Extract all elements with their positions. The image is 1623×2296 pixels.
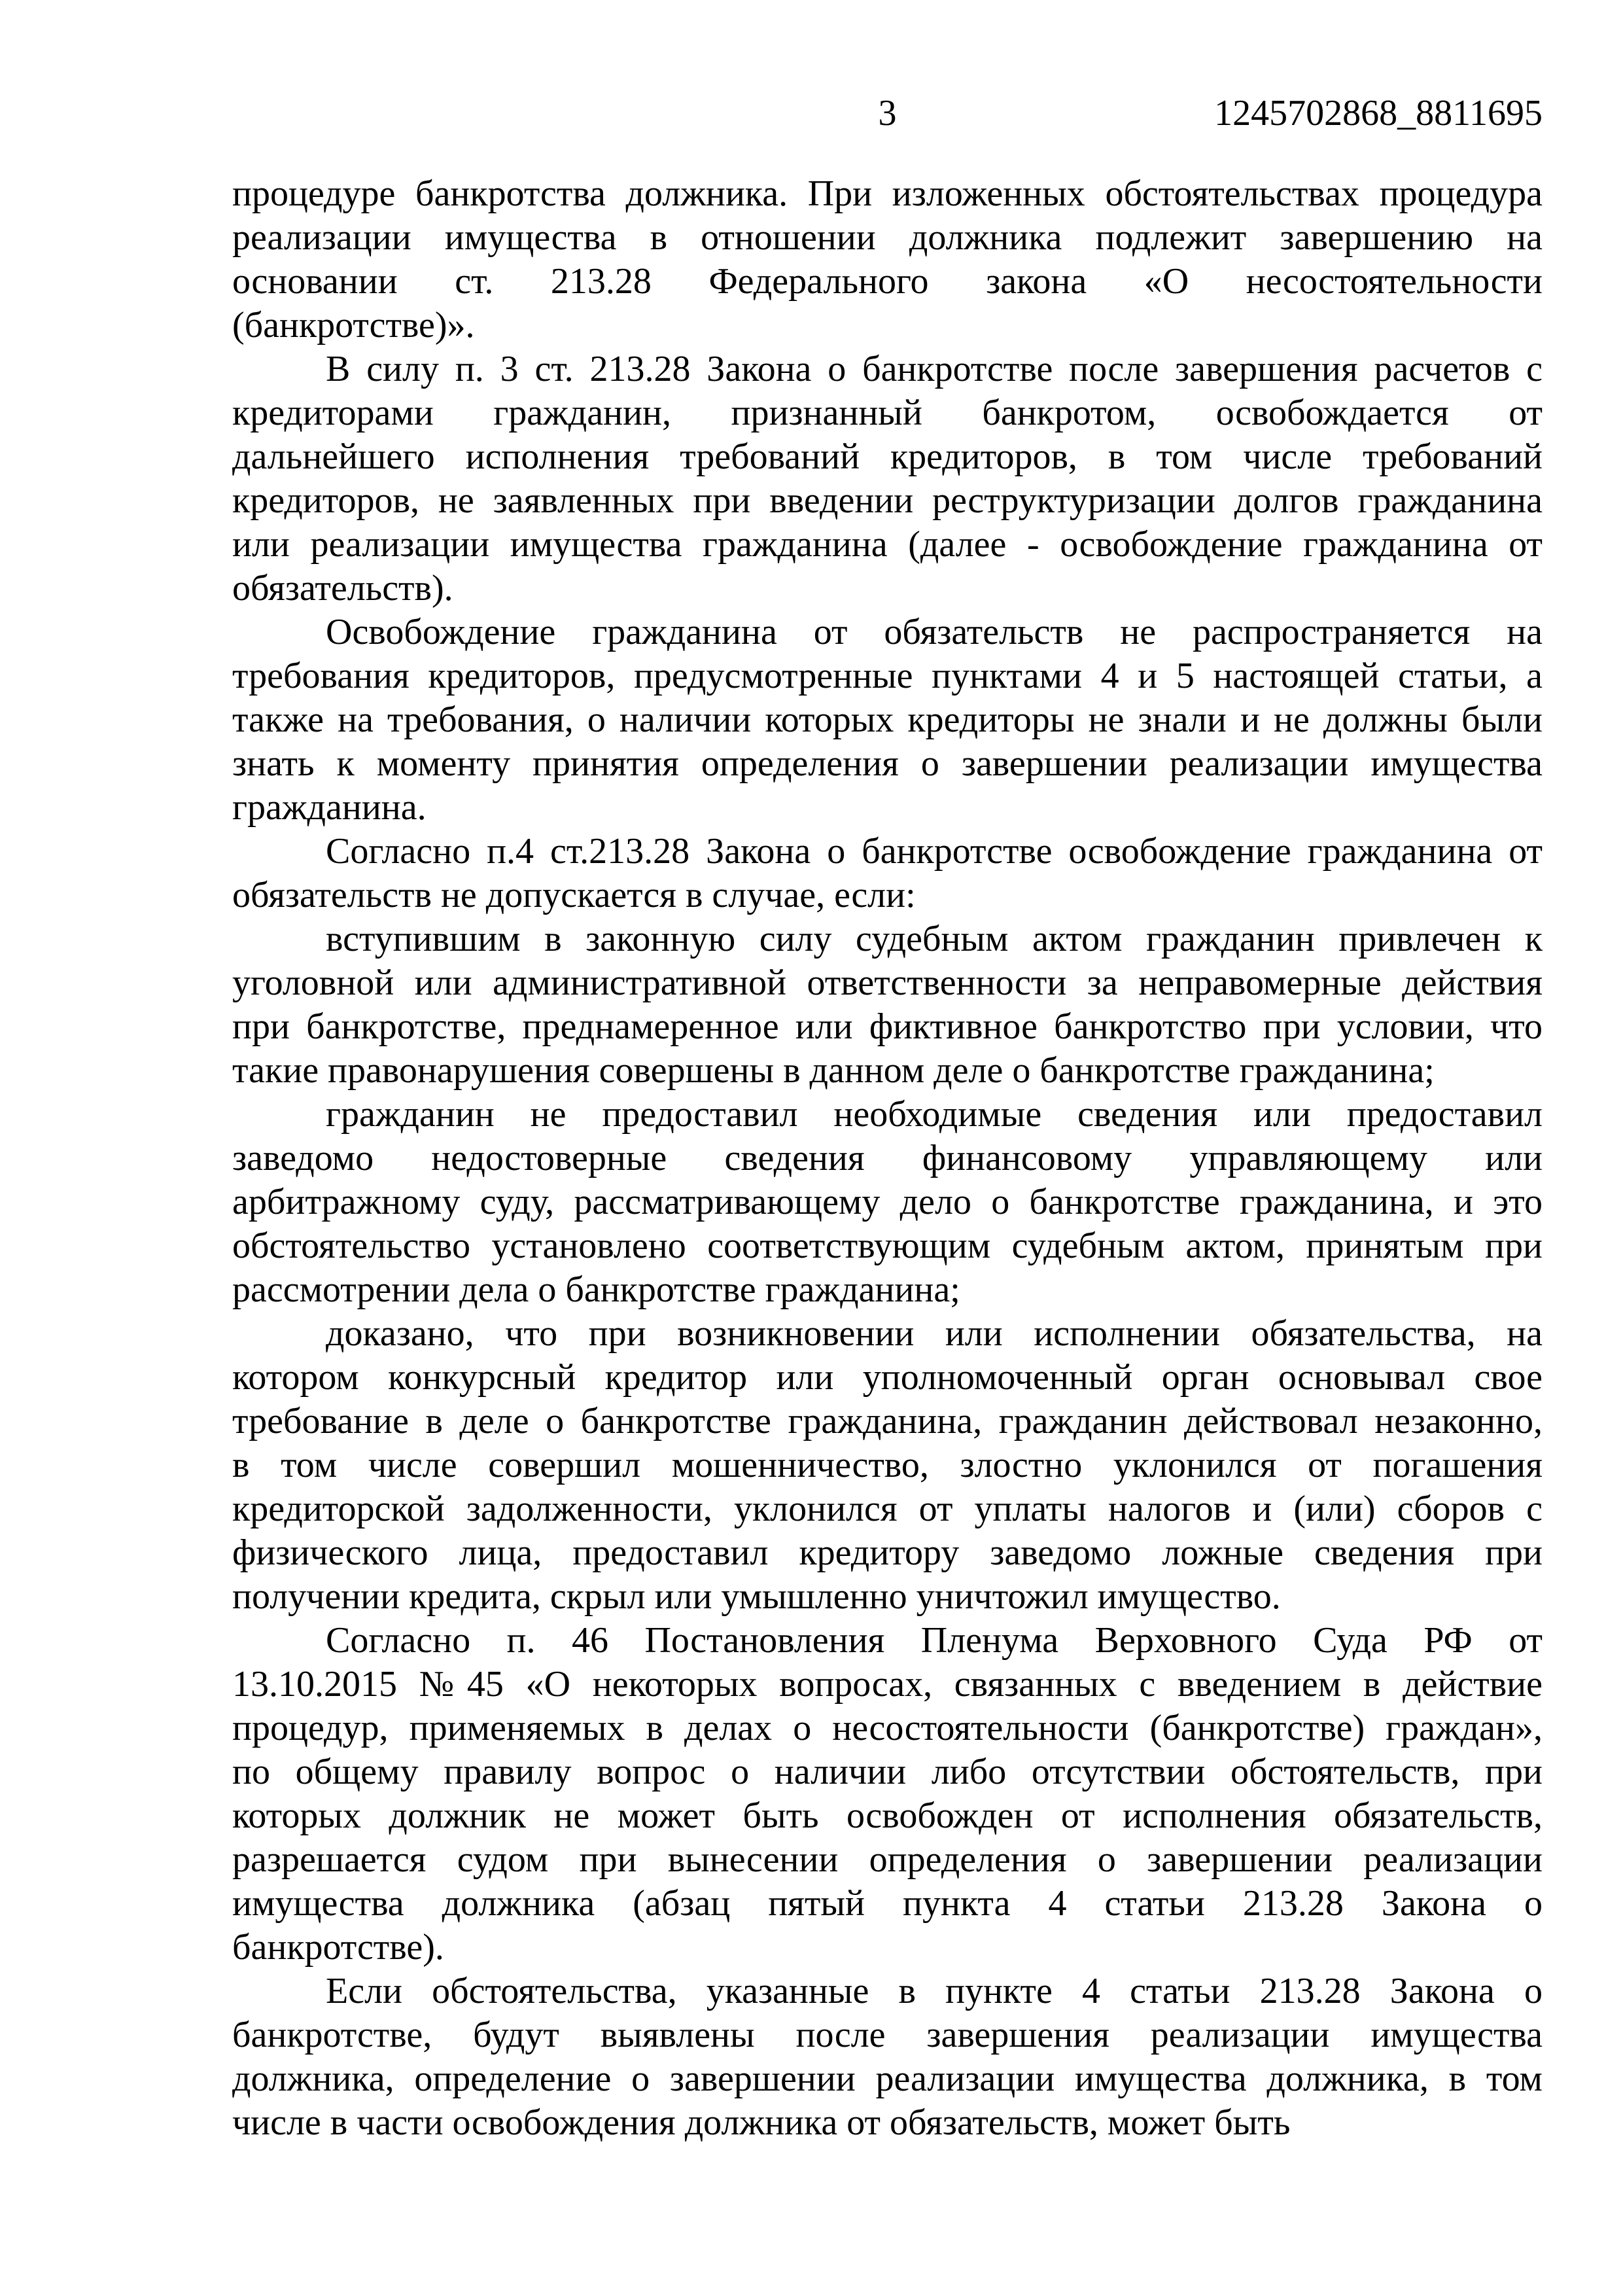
text-line: котором конкурсный кредитор или уполномоченный орган основывал свое [232,1357,1543,1398]
text-line: физического лица, предоставил кредитору заведомо ложные сведения при [232,1532,1543,1573]
page-header [232,92,1543,135]
text-line: такие правонарушения совершены в данном деле о банкротстве гражданина; [232,1050,1435,1091]
text-line: обязательств не допускается в случае, если: [232,875,916,915]
text-line: банкротстве). [232,1927,444,1968]
text-line: требования кредиторов, предусмотренные пунктами 4 и 5 настоящей статьи, а [232,656,1543,696]
text-line: вступившим в законную силу судебным актом гражданин привлечен к [326,919,1543,959]
text-line: получении кредита, скрыл или умышленно уничтожил имущество. [232,1576,1281,1617]
text-line: основании ст. 213.28 Федерального закона «О несостоятельности [232,261,1543,302]
text-line: Согласно п. 46 Постановления Пленума Верховного Суда РФ от [326,1620,1543,1661]
text-line: также на требования, о наличии которых кредиторы не знали и не должны были [232,699,1543,740]
text-line: при банкротстве, преднамеренное или фиктивное банкротство при условии, что [232,1006,1543,1047]
text-line: банкротстве, будут выявлены после завершения реализации имущества [232,2015,1543,2055]
text-line: имущества должника (абзац пятый пункта 4 статьи 213.28 Закона о [232,1883,1543,1924]
text-line: должника, определение о завершении реализации имущества должника, в том [232,2058,1543,2099]
text-line: которых должник не может быть освобожден от исполнения обязательств, [232,1795,1543,1836]
text-line: реализации имущества в отношении должника подлежит завершению на [232,217,1543,258]
document-id: 1245702868_8811695 [1214,93,1543,133]
text-line: заведомо недостоверные сведения финансовому управляющему или [232,1138,1543,1178]
text-line: обязательств). [232,568,453,609]
text-line: арбитражному суду, рассматривающему дело о банкротстве гражданина, и это [232,1182,1543,1222]
text-line: разрешается судом при вынесении определения о завершении реализации [232,1839,1543,1880]
text-line: знать к моменту принятия определения о завершении реализации имущества [232,743,1543,784]
document-body [232,172,1543,2145]
paragraph [232,917,1543,1093]
paragraph [232,1312,1543,1619]
text-line: 13.10.2015 №45 «О некоторых вопросах, связанных с введением в действие [232,1664,1543,1704]
paragraph [232,347,1543,610]
text-line: рассмотрении дела о банкротстве гражданина; [232,1269,960,1310]
text-line: Согласно п.4 ст.213.28 Закона о банкротстве освобождение гражданина от [326,831,1543,872]
text-line: в том числе совершил мошенничество, злостно уклонился от погашения [232,1445,1543,1485]
paragraph [232,172,1543,347]
paragraph [232,1619,1543,1969]
paragraph [232,1093,1543,1312]
text-line: кредиторской задолженности, уклонился от уплаты налогов и (или) сборов с [232,1489,1543,1529]
paragraph [232,1969,1543,2145]
text-line: гражданин не предоставил необходимые сведения или предоставил [326,1094,1543,1135]
text-line: доказано, что при возникновении или исполнении обязательства, на [326,1313,1543,1354]
text-line: Освобождение гражданина от обязательств не распространяется на [326,612,1543,652]
text-line: (банкротстве)». [232,305,475,345]
text-line: обстоятельство установлено соответствующим судебным актом, принятым при [232,1226,1543,1266]
paragraph [232,830,1543,917]
text-line: требование в деле о банкротстве гражданина, гражданин действовал незаконно, [232,1401,1543,1441]
text-line: гражданина. [232,787,427,828]
text-line: уголовной или административной ответственности за неправомерные действия [232,963,1543,1003]
text-line: по общему правилу вопрос о наличии либо отсутствии обстоятельств, при [232,1752,1543,1792]
paragraph [232,610,1543,830]
text-line: Если обстоятельства, указанные в пункте 4 статьи 213.28 Закона о [326,1971,1543,2011]
text-line: процедуре банкротства должника. При изложенных обстоятельствах процедура [232,173,1543,214]
text-line: процедур, применяемых в делах о несостоятельности (банкротстве) граждан», [232,1708,1543,1748]
text-line: или реализации имущества гражданина (далее - освобождение гражданина от [232,524,1543,565]
text-line: В силу п. 3 ст. 213.28 Закона о банкротстве после завершения расчетов с [326,349,1543,389]
text-line: кредиторами гражданин, признанный банкротом, освобождается от [232,393,1543,433]
page-number: 3 [878,93,897,133]
text-line: дальнейшего исполнения требований кредиторов, в том числе требований [232,436,1543,477]
text-line: кредиторов, не заявленных при введении реструктуризации долгов гражданина [232,480,1543,521]
text-line: числе в части освобождения должника от обязательств, может быть [232,2102,1291,2143]
